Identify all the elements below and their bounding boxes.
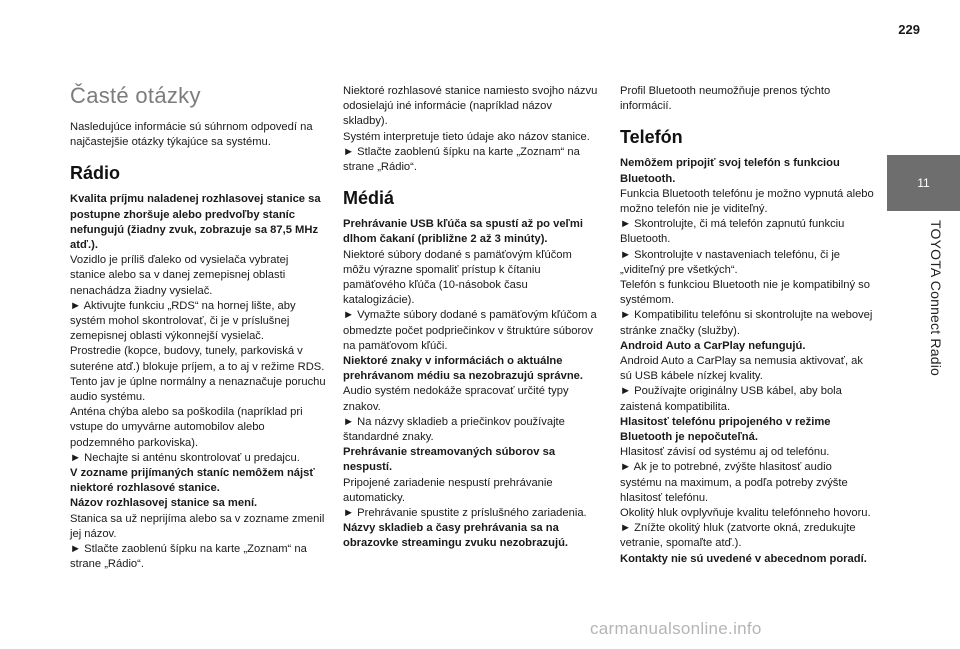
question: Android Auto a CarPlay nefungujú. bbox=[620, 339, 806, 352]
column-3 bbox=[620, 84, 876, 567]
answer: ► Kompatibilitu telefónu si skontrolujte na webovej stránke značky (služby). bbox=[620, 309, 873, 337]
answer: ► Znížte okolitý hluk (zatvorte okná, zredukujte vetranie, spomaľte atď.). bbox=[620, 522, 856, 550]
answer: Profil Bluetooth neumožňuje prenos týchto informácií. bbox=[620, 85, 831, 113]
question: Názov rozhlasovej stanice sa mení. bbox=[70, 497, 258, 510]
watermark: carmanualsonline.info bbox=[590, 619, 762, 638]
answer: ► Skontrolujte, či má telefón zapnutú funkciu Bluetooth. bbox=[620, 218, 845, 246]
column-2 bbox=[343, 84, 599, 552]
chapter-tab bbox=[887, 155, 960, 211]
question: Hlasitosť telefónu pripojeného v režime Bluetooth je nepočuteľná. bbox=[620, 415, 831, 444]
answer: Android Auto a CarPlay sa nemusia aktivovať, ak sú USB kábele nízkej kvality. bbox=[620, 355, 863, 383]
answer: Stanica sa už neprijíma alebo sa v zozname zmenil jej názov. bbox=[70, 512, 325, 540]
question: Kvalita príjmu naladenej rozhlasovej stanice sa postupne zhoršuje alebo predvoľby staníc nefungujú (žiadny zvuk, zobrazuje sa 87,5 MHz atď.). bbox=[70, 193, 321, 252]
section-heading-radio: Rádio bbox=[70, 163, 121, 184]
question: Niektoré znaky v informáciách o aktuálne prehrávanom médiu sa nezobrazujú správne. bbox=[343, 355, 583, 383]
answer: Audio systém nedokáže spracovať určité typy znakov. bbox=[343, 385, 569, 413]
page-number: 229 bbox=[898, 22, 920, 37]
section-heading-media: Médiá bbox=[343, 188, 395, 209]
answer: Hlasitosť závisí od systému aj od telefónu. bbox=[620, 446, 830, 459]
answer: ► Stlačte zaoblenú šípku na karte „Zoznam“ na strane „Rádio“. bbox=[70, 543, 307, 571]
chapter-number: 11 bbox=[917, 176, 930, 190]
answer: Tento jav je úplne normálny a nenaznačuje poruchu audio systému. bbox=[70, 375, 326, 404]
answer: Funkcia Bluetooth telefónu je možno vypnutá alebo možno telefón nie je viditeľný. bbox=[620, 187, 874, 216]
answer: ► Na názvy skladieb a priečinkov používajte štandardné znaky. bbox=[343, 415, 565, 444]
answer: ► Ak je to potrebné, zvýšte hlasitosť audio systému na maximum, a podľa potreby zvýšte hlasitosť telefónu. bbox=[620, 461, 848, 504]
answer: ► Nechajte si anténu skontrolovať u predajcu. bbox=[70, 451, 300, 464]
chapter-label bbox=[924, 220, 944, 500]
intro-text: Nasledujúce informácie sú súhrnom odpovedí na najčastejšie otázky týkajúce sa systému. bbox=[70, 121, 313, 149]
question: Prehrávanie streamovaných súborov sa nespustí. bbox=[343, 446, 556, 474]
answer: Systém interpretuje tieto údaje ako názov stanice. bbox=[343, 130, 590, 143]
question: Kontakty nie sú uvedené v abecednom poradí. bbox=[620, 552, 867, 565]
question: Názvy skladieb a časy prehrávania sa na obrazovke streamingu zvuku nezobrazujú. bbox=[343, 522, 569, 550]
answer: Vozidlo je príliš ďaleko od vysielača vybratej stanice alebo sa v danej zemepisnej oblasti nenachádza žiadny vysielač. bbox=[70, 254, 289, 297]
chapter-label-text: TOYOTA Connect Radio bbox=[928, 220, 944, 376]
answer: Prostredie (kopce, budovy, tunely, parkoviská v suteréne atď.) blokuje príjem, a to aj v režime RDS. bbox=[70, 345, 325, 373]
answer: Okolitý hluk ovplyvňuje kvalitu telefónneho hovoru. bbox=[620, 507, 871, 520]
answer: ► Vymažte súbory dodané s pamäťovým kľúčom a obmedzte počet podpriečinkov v štruktúre súborov na pamäťovom kľúči. bbox=[343, 309, 597, 352]
question: V zozname prijímaných staníc nemôžem nájsť niektoré rozhlasové stanice. bbox=[70, 467, 315, 495]
answer: ► Skontrolujte v nastaveniach telefónu, či je „viditeľný pre všetkých“. bbox=[620, 248, 841, 276]
answer: ► Aktivujte funkciu „RDS“ na hornej lište, aby systém mohol skontrolovať, či je v príslušnej zemepisnej oblasti výkonnejší vysielač. bbox=[70, 299, 296, 343]
answer: ► Stlačte zaoblenú šípku na karte „Zoznam“ na strane „Rádio“. bbox=[343, 145, 580, 174]
answer: Pripojené zariadenie nespustí prehrávanie automaticky. bbox=[343, 476, 553, 504]
question: Nemôžem pripojiť svoj telefón s funkciou Bluetooth. bbox=[620, 157, 840, 185]
column-1 bbox=[70, 82, 326, 572]
answer: ► Používajte originálny USB kábel, aby bola zaistená kompatibilita. bbox=[620, 385, 842, 413]
answer: Telefón s funkciou Bluetooth nie je kompatibilný so systémom. bbox=[620, 279, 871, 307]
page-title: Časté otázky bbox=[70, 83, 201, 108]
answer: Niektoré súbory dodané s pamäťovým kľúčom môžu výrazne spomaliť prístup k čítaniu pamäťového kľúča (10-násobok času katalogizácie). bbox=[343, 248, 572, 307]
section-heading-phone: Telefón bbox=[620, 127, 683, 148]
answer: ► Prehrávanie spustite z príslušného zariadenia. bbox=[343, 507, 587, 520]
answer: Niektoré rozhlasové stanice namiesto svojho názvu odosielajú iné informácie (napríklad názov skladby). bbox=[343, 85, 598, 128]
question: Prehrávanie USB kľúča sa spustí až po veľmi dlhom čakaní (približne 2 až 3 minúty). bbox=[343, 218, 583, 246]
answer: Anténa chýba alebo sa poškodila (napríklad pri vstupe do umyvárne automobilov alebo podzemného parkoviska). bbox=[70, 406, 303, 449]
